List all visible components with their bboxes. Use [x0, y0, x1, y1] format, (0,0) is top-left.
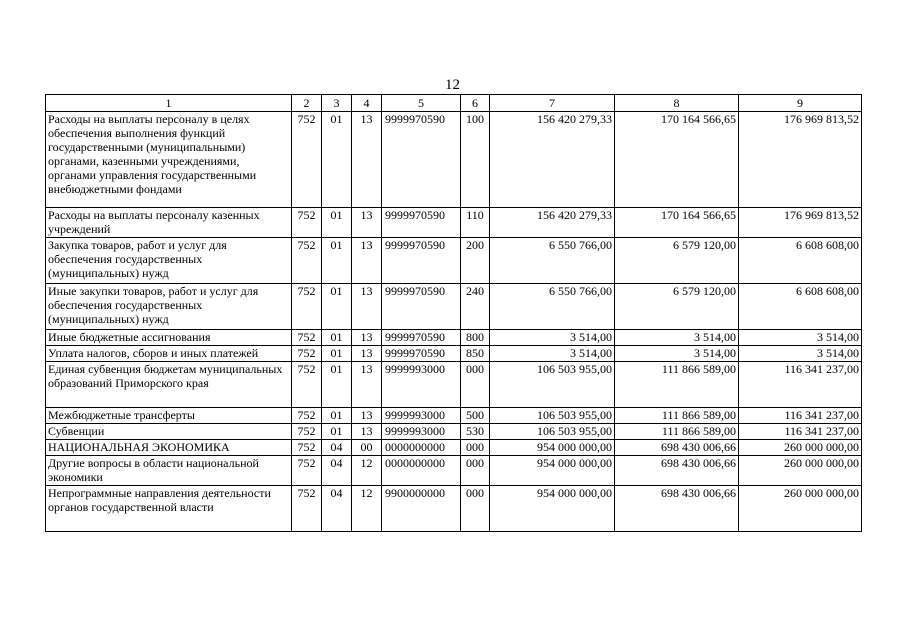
header-row — [46, 95, 862, 112]
table-row — [46, 440, 862, 456]
grbs-code: 752 — [292, 284, 322, 330]
subsection-code: 12 — [352, 456, 382, 486]
expense-type-code: 100 — [461, 112, 490, 208]
row-name: НАЦИОНАЛЬНАЯ ЭКОНОМИКА — [46, 440, 292, 456]
amount-year-1: 3 514,00 — [490, 346, 615, 362]
subsection-code: 13 — [352, 346, 382, 362]
table-row — [46, 346, 862, 362]
amount-year-2: 698 430 006,66 — [615, 456, 739, 486]
amount-year-1: 6 550 766,00 — [490, 284, 615, 330]
grbs-code: 752 — [292, 238, 322, 284]
column-header: 6 — [461, 95, 490, 112]
page-number: 12 — [445, 77, 460, 93]
column-header: 5 — [382, 95, 461, 112]
grbs-code: 752 — [292, 456, 322, 486]
table-row — [46, 424, 862, 440]
grbs-code: 752 — [292, 208, 322, 238]
amount-year-2: 170 164 566,65 — [615, 112, 739, 208]
target-article-code: 9900000000 — [382, 486, 461, 532]
amount-year-3: 3 514,00 — [739, 330, 862, 346]
section-code: 01 — [322, 238, 352, 284]
table-row — [46, 112, 862, 208]
grbs-code: 752 — [292, 424, 322, 440]
expense-type-code: 500 — [461, 408, 490, 424]
subsection-code: 13 — [352, 238, 382, 284]
amount-year-2: 3 514,00 — [615, 330, 739, 346]
amount-year-3: 116 341 237,00 — [739, 424, 862, 440]
section-code: 01 — [322, 424, 352, 440]
subsection-code: 13 — [352, 284, 382, 330]
table-row — [46, 362, 862, 408]
amount-year-3: 116 341 237,00 — [739, 408, 862, 424]
row-name: Единая субвенция бюджетам муниципальных образований Приморского края — [46, 362, 292, 408]
amount-year-2: 698 430 006,66 — [615, 440, 739, 456]
table-row — [46, 284, 862, 330]
section-code: 01 — [322, 330, 352, 346]
budget-table — [45, 94, 862, 532]
amount-year-1: 156 420 279,33 — [490, 208, 615, 238]
grbs-code: 752 — [292, 362, 322, 408]
section-code: 01 — [322, 284, 352, 330]
row-name: Другие вопросы в области национальной экономики — [46, 456, 292, 486]
subsection-code: 13 — [352, 112, 382, 208]
column-header: 8 — [615, 95, 739, 112]
row-name: Межбюджетные трансферты — [46, 408, 292, 424]
amount-year-2: 170 164 566,65 — [615, 208, 739, 238]
subsection-code: 13 — [352, 362, 382, 408]
amount-year-1: 3 514,00 — [490, 330, 615, 346]
subsection-code: 00 — [352, 440, 382, 456]
row-name: Непрограммные направления деятельности органов государственной власти — [46, 486, 292, 532]
expense-type-code: 000 — [461, 440, 490, 456]
section-code: 01 — [322, 362, 352, 408]
section-code: 01 — [322, 208, 352, 238]
amount-year-1: 106 503 955,00 — [490, 424, 615, 440]
section-code: 04 — [322, 440, 352, 456]
column-header: 9 — [739, 95, 862, 112]
subsection-code: 13 — [352, 208, 382, 238]
column-header: 1 — [46, 95, 292, 112]
grbs-code: 752 — [292, 440, 322, 456]
grbs-code: 752 — [292, 346, 322, 362]
table-row — [46, 486, 862, 532]
amount-year-2: 111 866 589,00 — [615, 424, 739, 440]
section-code: 04 — [322, 456, 352, 486]
amount-year-3: 260 000 000,00 — [739, 440, 862, 456]
amount-year-3: 3 514,00 — [739, 346, 862, 362]
amount-year-1: 106 503 955,00 — [490, 362, 615, 408]
row-name: Уплата налогов, сборов и иных платежей — [46, 346, 292, 362]
column-header: 3 — [322, 95, 352, 112]
table-row — [46, 238, 862, 284]
amount-year-3: 176 969 813,52 — [739, 208, 862, 238]
table-row — [46, 408, 862, 424]
section-code: 01 — [322, 408, 352, 424]
grbs-code: 752 — [292, 486, 322, 532]
amount-year-3: 6 608 608,00 — [739, 238, 862, 284]
target-article-code: 9999970590 — [382, 346, 461, 362]
expense-type-code: 850 — [461, 346, 490, 362]
amount-year-1: 954 000 000,00 — [490, 456, 615, 486]
table-row — [46, 330, 862, 346]
amount-year-3: 176 969 813,52 — [739, 112, 862, 208]
amount-year-2: 698 430 006,66 — [615, 486, 739, 532]
row-name: Субвенции — [46, 424, 292, 440]
amount-year-1: 954 000 000,00 — [490, 440, 615, 456]
target-article-code: 0000000000 — [382, 440, 461, 456]
amount-year-1: 954 000 000,00 — [490, 486, 615, 532]
expense-type-code: 110 — [461, 208, 490, 238]
subsection-code: 13 — [352, 330, 382, 346]
expense-type-code: 000 — [461, 456, 490, 486]
section-code: 01 — [322, 112, 352, 208]
column-header: 4 — [352, 95, 382, 112]
target-article-code: 9999993000 — [382, 362, 461, 408]
row-name: Иные бюджетные ассигнования — [46, 330, 292, 346]
target-article-code: 9999993000 — [382, 424, 461, 440]
target-article-code: 9999993000 — [382, 408, 461, 424]
amount-year-2: 6 579 120,00 — [615, 238, 739, 284]
section-code: 01 — [322, 346, 352, 362]
expense-type-code: 530 — [461, 424, 490, 440]
amount-year-1: 106 503 955,00 — [490, 408, 615, 424]
amount-year-3: 116 341 237,00 — [739, 362, 862, 408]
grbs-code: 752 — [292, 330, 322, 346]
row-name: Расходы на выплаты персоналу казенных учреждений — [46, 208, 292, 238]
row-name: Иные закупки товаров, работ и услуг для обеспечения государственных (муниципальных) нужд — [46, 284, 292, 330]
target-article-code: 9999970590 — [382, 238, 461, 284]
target-article-code: 9999970590 — [382, 112, 461, 208]
target-article-code: 9999970590 — [382, 330, 461, 346]
target-article-code: 9999970590 — [382, 284, 461, 330]
amount-year-1: 156 420 279,33 — [490, 112, 615, 208]
amount-year-3: 6 608 608,00 — [739, 284, 862, 330]
amount-year-3: 260 000 000,00 — [739, 486, 862, 532]
row-name: Закупка товаров, работ и услуг для обеспечения государственных (муниципальных) нужд — [46, 238, 292, 284]
amount-year-1: 6 550 766,00 — [490, 238, 615, 284]
grbs-code: 752 — [292, 408, 322, 424]
expense-type-code: 000 — [461, 486, 490, 532]
subsection-code: 13 — [352, 424, 382, 440]
grbs-code: 752 — [292, 112, 322, 208]
column-header: 7 — [490, 95, 615, 112]
target-article-code: 9999970590 — [382, 208, 461, 238]
table-row — [46, 456, 862, 486]
subsection-code: 12 — [352, 486, 382, 532]
expense-type-code: 000 — [461, 362, 490, 408]
amount-year-2: 111 866 589,00 — [615, 362, 739, 408]
expense-type-code: 800 — [461, 330, 490, 346]
amount-year-2: 111 866 589,00 — [615, 408, 739, 424]
row-name: Расходы на выплаты персоналу в целях обеспечения выполнения функций государственными (муниципальными) органами, казенными учреждениями, органами управления государственными внебюджетными фондами — [46, 112, 292, 208]
section-code: 04 — [322, 486, 352, 532]
amount-year-2: 6 579 120,00 — [615, 284, 739, 330]
table-row — [46, 208, 862, 238]
target-article-code: 0000000000 — [382, 456, 461, 486]
expense-type-code: 200 — [461, 238, 490, 284]
table-body — [46, 112, 862, 532]
subsection-code: 13 — [352, 408, 382, 424]
expense-type-code: 240 — [461, 284, 490, 330]
amount-year-3: 260 000 000,00 — [739, 456, 862, 486]
amount-year-2: 3 514,00 — [615, 346, 739, 362]
column-header: 2 — [292, 95, 322, 112]
